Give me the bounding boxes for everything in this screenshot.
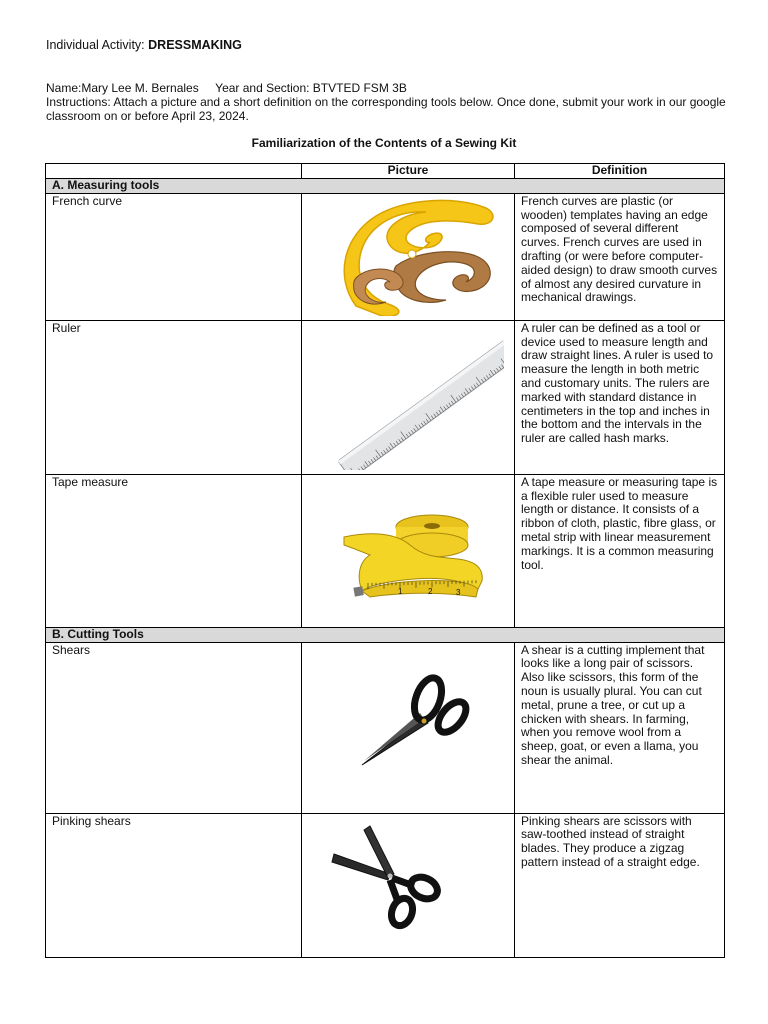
- table-row: [46, 474, 725, 627]
- tool-picture: [302, 320, 515, 474]
- sewing-kit-table: [45, 163, 725, 958]
- tool-definition: Pinking shears are scissors with saw-toothed instead of straight blades. They produce a zigzag pattern instead of a straight edge.: [515, 813, 725, 957]
- tool-name: Pinking shears: [46, 813, 302, 957]
- tool-definition: A shear is a cutting implement that looks like a long pair of scissors. Also like scissors, this form of the noun is usually plural. You can cut metal, prune a tree, or cut up a chicken with shears. In farming, when you remove wool from a sheep, goat, or even a llama, you shear the animal.: [515, 642, 725, 813]
- student-name-line: Name:Mary Lee M. Bernales Year and Section: BTVTED FSM 3B: [46, 81, 407, 95]
- table-row: [46, 813, 725, 957]
- tool-definition: A tape measure or measuring tape is a flexible ruler used to measure length or distance. It consists of a ribbon of cloth, plastic, fibre glass, or metal strip with linear measurement markings. It is a common measuring tool.: [515, 474, 725, 627]
- tape-digit: 3: [456, 587, 461, 597]
- tool-picture: [302, 193, 515, 320]
- table-header-row: [46, 164, 725, 179]
- tool-name: French curve: [46, 193, 302, 320]
- pinking-shears-photo: [330, 824, 460, 934]
- table-row: [46, 193, 725, 320]
- section-row-measuring: [46, 179, 725, 194]
- section-heading: A. Measuring tools: [46, 179, 725, 194]
- column-header-picture: Picture: [302, 164, 515, 179]
- column-header-tool: [46, 164, 302, 179]
- table-row: [46, 642, 725, 813]
- document-title: Familiarization of the Contents of a Sewing Kit: [251, 136, 517, 150]
- shears-photo: [354, 671, 474, 771]
- tape-measure-photo: [340, 505, 500, 605]
- activity-label: Individual Activity:: [46, 38, 149, 52]
- tool-picture: [302, 474, 515, 627]
- tape-digit: 1: [398, 586, 403, 596]
- tool-definition: French curves are plastic (or wooden) templates having an edge composed of several different curves. French curves are used in drafting (or were before computer-aided design) to draw smooth curves of almost any desired curvature in mechanical drawings.: [515, 193, 725, 320]
- activity-title: DRESSMAKING: [148, 38, 242, 52]
- french-curve-photo: [326, 196, 506, 316]
- tool-picture: [302, 642, 515, 813]
- activity-heading: [46, 38, 242, 52]
- ruler-photo: [324, 325, 504, 470]
- tool-definition: A ruler can be defined as a tool or device used to measure length and draw straight lines. A ruler is used to measure the length in both metric and customary units. The rulers are marked with standard distance in centimeters in the top and inches in the bottom and the intervals in the ruler are called hash marks.: [515, 320, 725, 474]
- tool-name: Shears: [46, 642, 302, 813]
- section-row-cutting: [46, 627, 725, 642]
- tool-name: Ruler: [46, 320, 302, 474]
- tool-picture: [302, 813, 515, 957]
- column-header-definition: Definition: [515, 164, 725, 179]
- tape-digit: 2: [428, 586, 433, 596]
- tool-name: Tape measure: [46, 474, 302, 627]
- section-heading: B. Cutting Tools: [46, 627, 725, 642]
- table-row: [46, 320, 725, 474]
- instructions: Instructions: Attach a picture and a short definition on the corresponding tools below. Once done, submit your work in our google classroom on or before April 23, 2024.: [46, 95, 726, 123]
